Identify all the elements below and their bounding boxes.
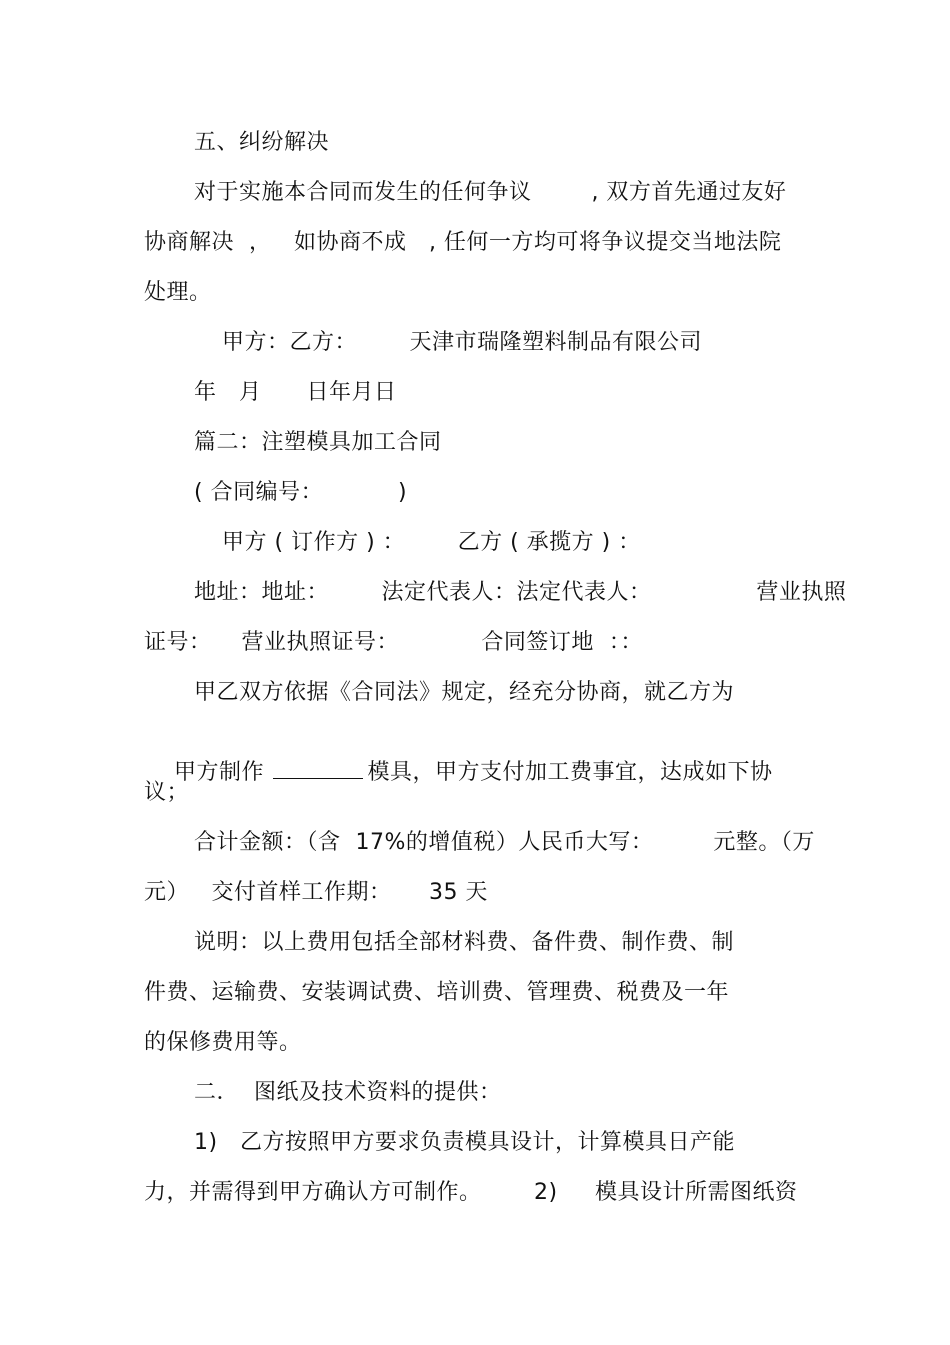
paragraph-line: 说明：以上费用包括全部材料费、备件费、制作费、制 (194, 930, 735, 955)
paragraph-line (144, 728, 773, 818)
delivery-line: 元） 交付首样工作期： 35 天 (144, 880, 488, 905)
contract-number-line: ( 合同编号： ) (194, 480, 408, 505)
paragraph-line: 1) 乙方按照甲方要求负责模具设计，计算模具日产能 (194, 1130, 736, 1155)
section-heading-drawings: 二． 图纸及技术资料的提供： (194, 1080, 502, 1105)
paragraph-line: 协商解决 ， 如协商不成 , 任何一方均可将争议提交当地法院 (144, 230, 782, 255)
party-info-line: 地址：地址： 法定代表人：法定代表人： 营业执照 (194, 580, 847, 605)
section-heading-contract2: 篇二：注塑模具加工合同 (194, 430, 442, 455)
section-heading-dispute: 五、纠纷解决 (194, 130, 330, 155)
paragraph-line: 处理。 (144, 280, 212, 305)
paragraph-line: 力，并需得到甲方确认方可制作。 2) 模具设计所需图纸资 (144, 1180, 798, 1205)
paragraph-line: 对于实施本合同而发生的任何争议 , 双方首先通过友好 (194, 180, 787, 205)
paragraph-text: 甲方制作 (173, 760, 272, 785)
paragraph-line: 的保修费用等。 (144, 1030, 302, 1055)
paragraph-line: 甲乙双方依据《合同法》规定，经充分协商，就乙方为 (194, 680, 735, 705)
signature-date-line: 年 月 日年月日 (194, 380, 397, 405)
paragraph-line: 议； (144, 780, 190, 805)
fill-in-blank (273, 758, 363, 779)
party-info-line: 证号： 营业执照证号： 合同签订地 ：： (144, 630, 643, 655)
paragraph-text: 模具，甲方支付加工费事宜，达成如下协 (367, 760, 773, 785)
paragraph-line: 件费、运输费、安装调试费、培训费、管理费、税费及一年 (144, 980, 730, 1005)
signature-parties-line: 甲方：乙方： 天津市瑞隆塑料制品有限公司 (222, 330, 702, 355)
parties-line: 甲方 ( 订作方 ) ： 乙方 ( 承揽方 ) ： (222, 530, 641, 555)
amount-line: 合计金额：（含 17%的增值税）人民币大写： 元整。（万 (194, 830, 815, 855)
